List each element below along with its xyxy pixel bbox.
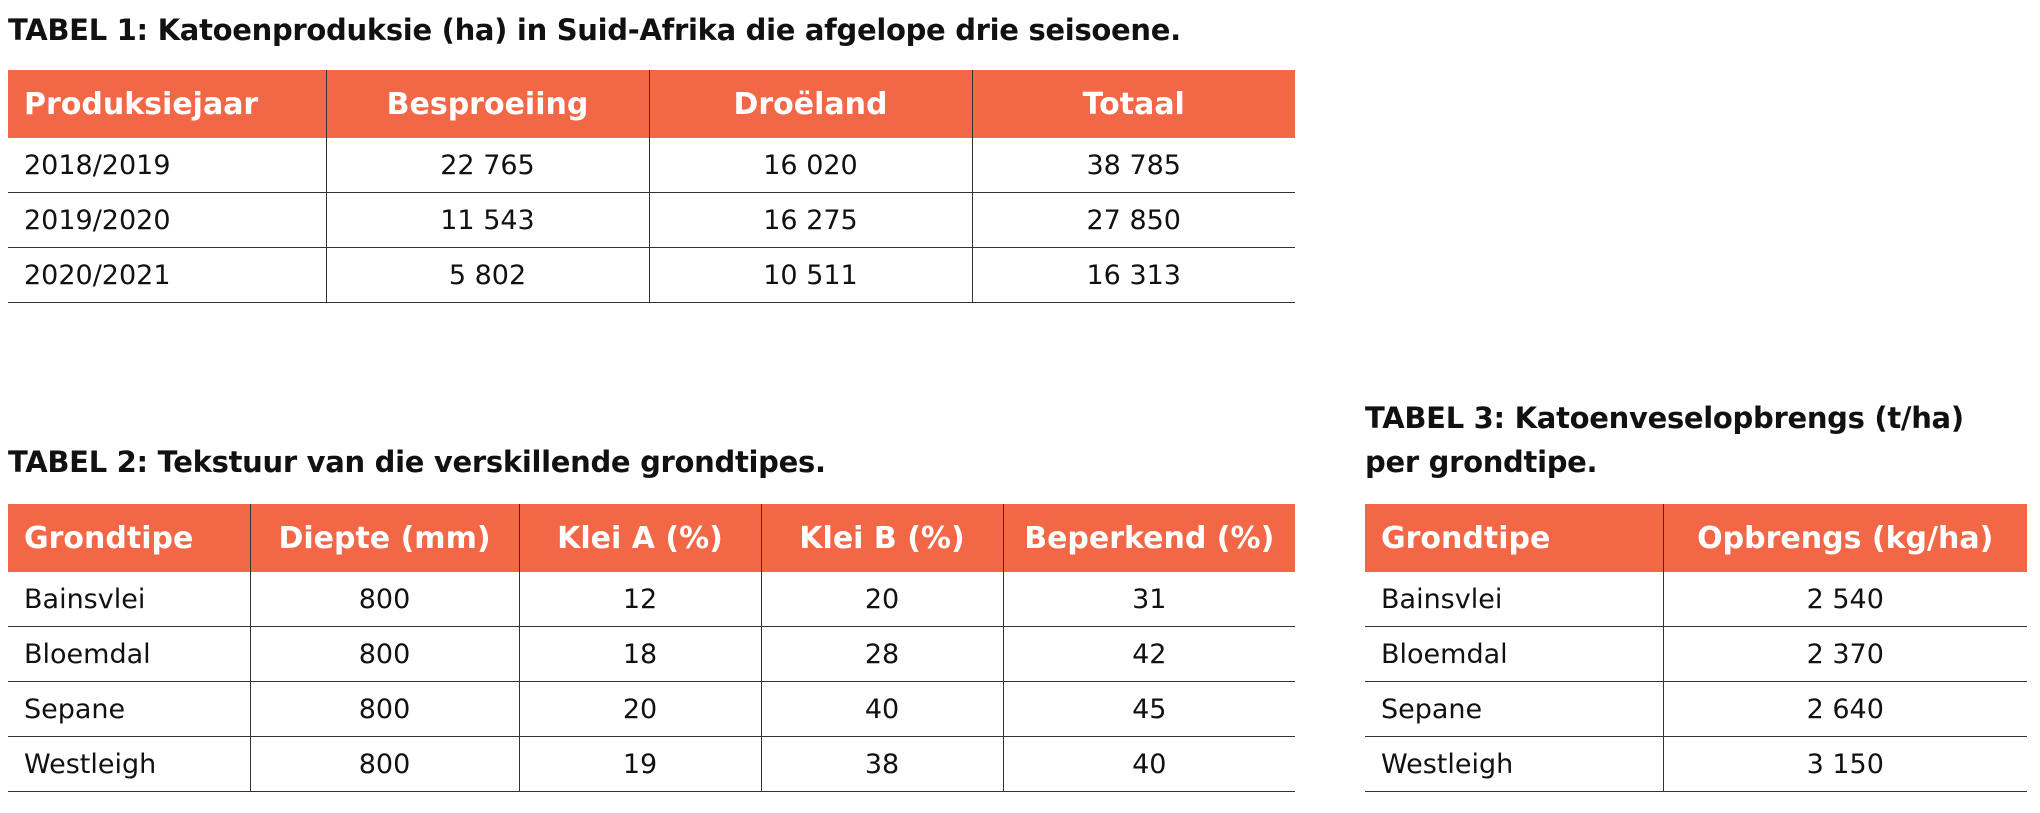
column-header: Droëland — [649, 70, 972, 138]
table-cell: Bainsvlei — [8, 572, 250, 627]
table-row — [1365, 572, 2027, 627]
table-header-row — [8, 70, 1295, 138]
table2-caption: TABEL 2: Tekstuur van die verskillende grondtipes. — [8, 445, 826, 479]
table-cell: 40 — [761, 682, 1003, 737]
table-header-row — [8, 504, 1295, 572]
table-cell: 800 — [250, 682, 519, 737]
table-row — [8, 627, 1295, 682]
table-cell: Bainsvlei — [1365, 572, 1663, 627]
column-header: Produksiejaar — [8, 70, 326, 138]
table-cell: 27 850 — [972, 193, 1295, 248]
table-cell: Westleigh — [8, 737, 250, 792]
table-cell: 800 — [250, 737, 519, 792]
table-cell: 16 020 — [649, 138, 972, 193]
table-cell: 20 — [761, 572, 1003, 627]
table-cell: 800 — [250, 572, 519, 627]
column-header: Diepte (mm) — [250, 504, 519, 572]
table-cell: 3 150 — [1663, 737, 2027, 792]
table-row — [8, 248, 1295, 303]
table-cell: 31 — [1003, 572, 1295, 627]
table-cell: 28 — [761, 627, 1003, 682]
column-header: Grondtipe — [8, 504, 250, 572]
table-cell: 800 — [250, 627, 519, 682]
table-cell: 2018/2019 — [8, 138, 326, 193]
production-table — [8, 70, 1295, 303]
table-cell: 38 — [761, 737, 1003, 792]
table-cell: 5 802 — [326, 248, 649, 303]
table-cell: 16 313 — [972, 248, 1295, 303]
table-row — [1365, 737, 2027, 792]
table-cell: 11 543 — [326, 193, 649, 248]
table-cell: 2 370 — [1663, 627, 2027, 682]
table-row — [1365, 682, 2027, 737]
table-cell: Bloemdal — [1365, 627, 1663, 682]
table-cell: Sepane — [1365, 682, 1663, 737]
table-row — [8, 193, 1295, 248]
column-header: Totaal — [972, 70, 1295, 138]
table-cell: 2 640 — [1663, 682, 2027, 737]
table-cell: Bloemdal — [8, 627, 250, 682]
soil-texture-table — [8, 504, 1295, 792]
table3-caption-line1: TABEL 3: Katoenveselopbrengs (t/ha) — [1365, 401, 1964, 435]
column-header: Besproeiing — [326, 70, 649, 138]
column-header: Klei B (%) — [761, 504, 1003, 572]
table-cell: 18 — [519, 627, 761, 682]
table3-caption-line2: per grondtipe. — [1365, 445, 1598, 479]
table-cell: Westleigh — [1365, 737, 1663, 792]
table-cell: 22 765 — [326, 138, 649, 193]
table-cell: 16 275 — [649, 193, 972, 248]
fiber-yield-table — [1365, 504, 2027, 792]
table-cell: 2019/2020 — [8, 193, 326, 248]
table-row — [8, 682, 1295, 737]
column-header: Beperkend (%) — [1003, 504, 1295, 572]
table-cell: 38 785 — [972, 138, 1295, 193]
table-cell: Sepane — [8, 682, 250, 737]
table-cell: 19 — [519, 737, 761, 792]
table-cell: 42 — [1003, 627, 1295, 682]
column-header: Klei A (%) — [519, 504, 761, 572]
table-row — [8, 138, 1295, 193]
table-row — [1365, 627, 2027, 682]
column-header: Grondtipe — [1365, 504, 1663, 572]
table-cell: 20 — [519, 682, 761, 737]
table-cell: 40 — [1003, 737, 1295, 792]
table1-caption: TABEL 1: Katoenproduksie (ha) in Suid-Afrika die afgelope drie seisoene. — [8, 13, 1181, 47]
table-cell: 45 — [1003, 682, 1295, 737]
column-header: Opbrengs (kg/ha) — [1663, 504, 2027, 572]
table3-caption — [1365, 396, 1964, 484]
table-header-row — [1365, 504, 2027, 572]
table-row — [8, 572, 1295, 627]
table-cell: 2 540 — [1663, 572, 2027, 627]
table-cell: 12 — [519, 572, 761, 627]
table-cell: 10 511 — [649, 248, 972, 303]
table-row — [8, 737, 1295, 792]
table-cell: 2020/2021 — [8, 248, 326, 303]
